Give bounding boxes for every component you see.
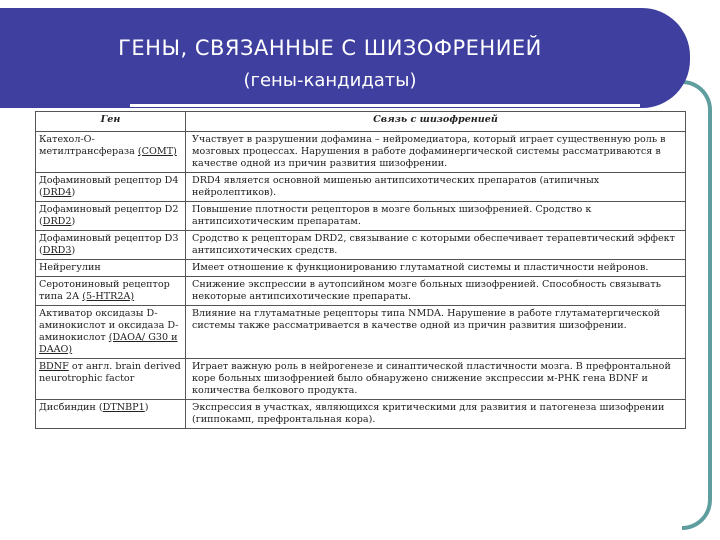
association-cell: Участвует в разрушении дофамина – нейромедиатора, который играет существенную роль в мозговых процессах. Нарушения в работе дофаминергической системы рассматриваются в качестве одной из причин развития шизофрении. (186, 132, 686, 173)
gene-link[interactable]: DTNBP1 (102, 401, 145, 413)
gene-name: Дофаминовый рецептор D4 ( (39, 174, 179, 198)
association-cell: Имеет отношение к функционированию глутаматной системы и пластичности нейронов. (186, 259, 686, 276)
association-cell: DRD4 является основной мишенью антипсихотических препаратов (атипичных нейролептиков). (186, 172, 686, 201)
gene-cell (36, 399, 186, 428)
gene-name: Нейрегулин (39, 261, 101, 273)
table-row (36, 201, 686, 230)
association-cell: Сродство к рецепторам DRD2, связывание с которыми обеспечивает терапевтический эффект антипсихотических средств. (186, 230, 686, 259)
gene-suffix: ) (71, 186, 76, 198)
association-cell: Играет важную роль в нейрогенезе и синаптической пластичности мозга. В префронтальной коре больных шизофренией было обнаружено снижение экспрессии м-РНК гена BDNF и количества белкового продукта. (186, 358, 686, 399)
table-row (36, 305, 686, 358)
gene-link[interactable]: DRD2 (42, 215, 72, 227)
gene-name: Дофаминовый рецептор D3 ( (39, 232, 179, 256)
genes-table (35, 111, 686, 429)
gene-link[interactable]: (COMT) (137, 145, 177, 157)
table-row (36, 399, 686, 428)
gene-name: Дофаминовый рецептор D2 ( (39, 203, 179, 227)
gene-link[interactable]: (DAOA/ G30 и DAAO) (39, 331, 178, 355)
table-header-row (36, 112, 686, 132)
association-cell: Влияние на глутаматные рецепторы типа NMDA. Нарушение в работе глутаматергической системы также рассматривается в качестве одной из причин развития шизофрении. (186, 305, 686, 358)
gene-suffix: ) (71, 215, 76, 227)
association-cell: Экспрессия в участках, являющихся критическими для развития и патогенеза шизофрении (гиппокамп, префронтальная кора). (186, 399, 686, 428)
gene-cell (36, 305, 186, 358)
gene-name: Серотониновый рецептор типа 2А (39, 278, 170, 302)
column-header-association: Связь с шизофренией (186, 112, 686, 132)
gene-cell (36, 259, 186, 276)
column-header-gene: Ген (36, 112, 186, 132)
table-row (36, 172, 686, 201)
table-row (36, 132, 686, 173)
gene-name: Активатор оксидазы D-аминокислот и оксидаза D-аминокислот (39, 307, 179, 343)
gene-cell (36, 230, 186, 259)
page-title: ГЕНЫ, СВЯЗАННЫЕ С ШИЗОФРЕНИЕЙ (118, 36, 542, 60)
decorative-frame (682, 80, 712, 530)
table-row (36, 230, 686, 259)
gene-cell (36, 276, 186, 305)
gene-suffix: ) (71, 244, 76, 256)
title-divider (130, 104, 640, 107)
gene-cell (36, 132, 186, 173)
gene-cell (36, 172, 186, 201)
gene-link[interactable]: DRD3 (42, 244, 72, 256)
page-subtitle: (гены-кандидаты) (243, 70, 417, 91)
association-cell: Повышение плотности рецепторов в мозге больных шизофренией. Сродство к антипсихотическим препаратам. (186, 201, 686, 230)
table-row (36, 358, 686, 399)
table-row (36, 259, 686, 276)
gene-name: Дисбиндин ( (39, 401, 103, 413)
gene-suffix: от англ. brain derived neurotrophic factor (39, 360, 181, 384)
gene-link[interactable]: (5-HTR2A) (82, 290, 135, 302)
gene-suffix: ) (144, 401, 149, 413)
title-bar (0, 8, 690, 108)
gene-link[interactable]: BDNF (39, 360, 69, 372)
gene-cell (36, 358, 186, 399)
gene-link[interactable]: DRD4 (42, 186, 72, 198)
table-row (36, 276, 686, 305)
gene-cell (36, 201, 186, 230)
association-cell: Снижение экспрессии в аутопсийном мозге больных шизофренией. Способность связывать некоторые антипсихотические препараты. (186, 276, 686, 305)
gene-name: Катехол-О-метилтрансфераза (39, 134, 138, 157)
